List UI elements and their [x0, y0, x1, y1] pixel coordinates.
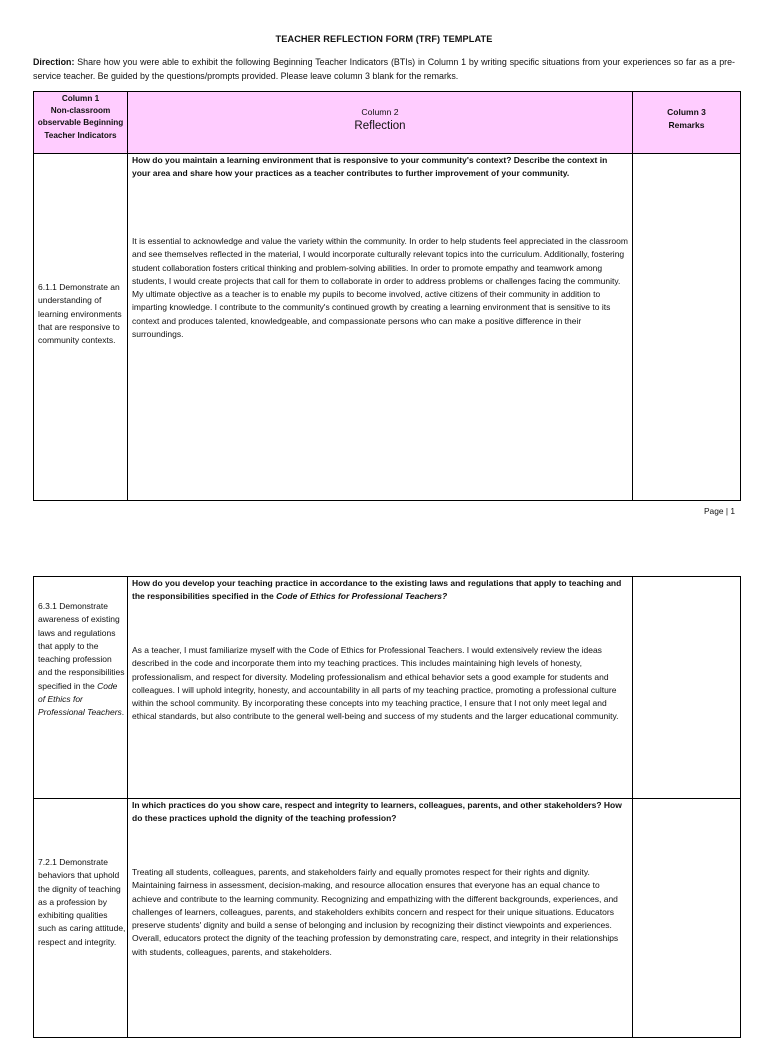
reflection-answer: It is essential to acknowledge and value the variety within the community. In order to help students feel appreciated in the classroom and see themselves reflected in the material, I would incorporate culturally relevant topics into the curriculum. Additionally, fostering student collaboration fosters critical thinking and problem-solving abilities. In order to promote empathy and teamwork among students, I would create projects that call for them to collaborate in order to address problems or challenges facing the community. My ultimate objective as a teacher is to enable my pupils to become involved, active citizens of their community in addition to imparting knowledge. I contribute to the community's continued growth by creating a learning environment that is sensitive to its context and produces talented, knowledgeable, and compassionate persons who can make a positive difference in their surroundings.	[132, 236, 628, 340]
header-column-1	[33, 91, 128, 154]
indicator-text-prefix: 6.3.1 Demonstrate awareness of existing laws and regulations that apply to the teaching profession and the responsibilities specified in the	[38, 601, 125, 691]
table-row-1-reflection-cell	[127, 153, 633, 501]
indicator-text-code-of-ethics: Code of Ethics for Professional Teachers	[38, 680, 122, 718]
indicator-text: 7.2.1 Demonstrate behaviors that uphold the dignity of teaching as a profession by exhibiting qualities such as caring attitude, respect and integrity.	[38, 857, 126, 947]
header-column-1-caption: Non-classroom observable Beginning Teacher Indicators	[37, 106, 124, 140]
table-row-1-indicator-cell	[33, 153, 128, 501]
reflection-answer: As a teacher, I must familiarize myself with the Code of Ethics for Professional Teachers. I would extensively review the ideas described in the code and incorporate them into my teaching practices. This includes maintaining high levels of honesty, professionalism, and respect for diversity. Modeling professionalism and ethical behavior sets a good example for students and colleagues. I will uphold integrity, honesty, and accountability in all parts of my teaching practice, promoting a professional culture within the school community. By incorporating these concepts into my teaching practice, I ensure that I not only meet legal and ethical standards, but also contribute to the general well-being and success of my students and the larger educational community.	[132, 645, 619, 722]
table-row-3-reflection-cell	[127, 798, 633, 1038]
table-row-3-remarks-cell[interactable]	[632, 798, 741, 1038]
indicator-text: 6.1.1 Demonstrate an understanding of learning environments that are responsive to community contexts.	[38, 282, 122, 346]
header-column-3	[632, 91, 741, 154]
table-row-2-remarks-cell[interactable]	[632, 576, 741, 799]
table-row-2-indicator-cell	[33, 576, 128, 799]
reflection-question: In which practices do you show care, respect and integrity to learners, colleagues, parents, and other stakeholders? How do these practices uphold the dignity of the teaching profession?	[132, 800, 622, 824]
direction-text: Share how you were able to exhibit the following Beginning Teacher Indicators (BTIs) in Column 1 by writing specific situations from your experiences so far as a pre-service teacher. Be guided by the questions/prompts provided. Please leave column 3 blank for the remarks.	[33, 57, 735, 81]
reflection-question	[132, 577, 628, 604]
table-row-1-remarks-cell[interactable]	[632, 153, 741, 501]
reflection-question: How do you maintain a learning environment that is responsive to your community's context? Describe the context in your area and share how your practices as a teacher contributes to further improvement of your community.	[132, 155, 608, 179]
direction-label: Direction:	[33, 57, 75, 67]
reflection-question-prefix: How do you develop your teaching practice in accordance to the existing laws and regulations that apply to teaching and the responsibilities specified in the	[132, 578, 622, 602]
header-column-3-caption: Remarks	[668, 120, 705, 131]
header-column-1-number: Column 1	[61, 94, 100, 103]
direction-paragraph	[33, 55, 735, 83]
header-column-2-number: Column 2	[361, 107, 399, 117]
indicator-text-suffix: .	[121, 707, 125, 718]
page-number: Page | 1	[703, 506, 735, 516]
table-row-2-reflection-cell	[127, 576, 633, 799]
header-column-3-number: Column 3	[667, 107, 706, 117]
header-column-2-caption: Reflection	[354, 120, 406, 133]
reflection-answer: Treating all students, colleagues, parents, and stakeholders fairly and equally promotes respect for their rights and dignity. Maintaining fairness in assessment, decision-making, and resource allocation ensures that everyone has an equal chance to achieve and contribute to the learning community. Recognizing and empathizing with the different backgrounds, experiences, and challenges of learners, colleagues, parents, and stakeholders exhibits concern and respect for their unique situations. Educators preserve students' dignity and build a sense of belonging and inclusion by recognizing their distinct viewpoints and experiences. Overall, educators protect the dignity of the teaching profession by demonstrating care, respect, and integrity in their relationships with students, colleagues, parents, and stakeholders.	[132, 867, 619, 957]
reflection-question-code-of-ethics: Code of Ethics for Professional Teachers?	[276, 591, 448, 602]
form-title: TEACHER REFLECTION FORM (TRF) TEMPLATE	[275, 34, 493, 44]
indicator-text	[38, 600, 126, 720]
table-row-3-indicator-cell	[33, 798, 128, 1038]
header-column-2	[127, 91, 633, 154]
